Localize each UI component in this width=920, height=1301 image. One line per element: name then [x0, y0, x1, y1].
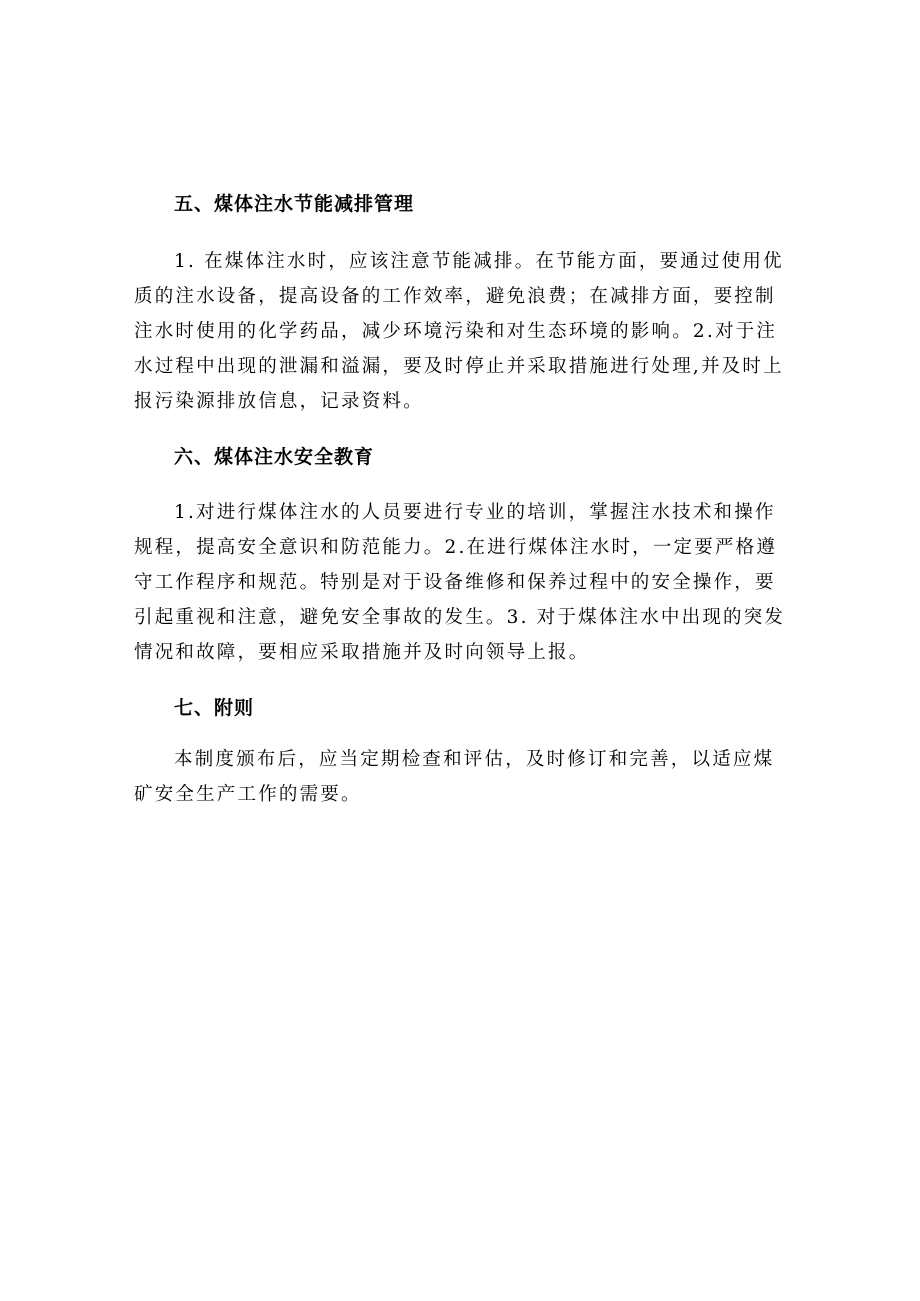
document-content	[134, 184, 794, 812]
section-heading-energy-saving: 五、煤体注水节能减排管理	[174, 193, 415, 215]
section-body-supplementary-provisions: 本制度颁布后，应当定期检查和评估，及时修订和完善，以适应煤矿安全生产工作的需要。	[134, 749, 775, 805]
section-heading-safety-education: 六、煤体注水安全教育	[174, 446, 375, 468]
section-body-energy-saving: 1. 在煤体注水时，应该注意节能减排。在节能方面，要通过使用优质的注水设备，提高设备的工作效率，避免浪费；在减排方面，要控制注水时使用的化学药品，减少环境污染和对生态环境的影响。2.对于注水过程中出现的泄漏和溢漏，要及时停止并采取措施进行处理,并及时上报污染源排放信息，记录资料。	[134, 251, 784, 412]
section-body-safety-education: 1.对进行煤体注水的人员要进行专业的培训，掌握注水技术和操作规程，提高安全意识和防范能力。2.在进行煤体注水时，一定要严格遵守工作程序和规范。特别是对于设备维修和保养过程中的安全操作，要引起重视和注意，避免安全事故的发生。3. 对于煤体注水中出现的突发情况和故障，要相应采取措施并及时向领导上报。	[134, 502, 786, 663]
section-heading-supplementary-provisions: 七、附则	[174, 697, 255, 719]
